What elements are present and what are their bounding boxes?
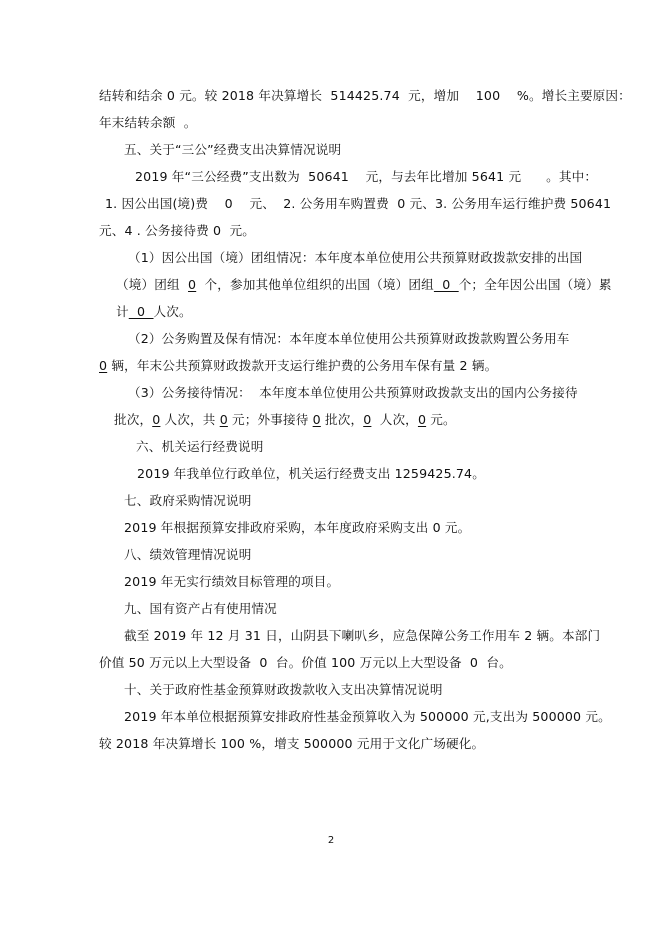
text-line: 元、4 . 公务接待费 0 元。 bbox=[99, 223, 255, 238]
text-line: 年末结转余额 。 bbox=[99, 115, 197, 130]
text-line: 2019 年本单位根据预算安排政府性基金预算收入为 500000 元,支出为 500000 元。 bbox=[124, 709, 611, 724]
text-line: 结转和结余 0 元。较 2018 年决算增长 514425.74 元，增加 100 %。增长主要原因： bbox=[99, 88, 631, 103]
text-line bbox=[114, 412, 456, 428]
text-segment: 元；外事接待 bbox=[227, 412, 313, 427]
underlined-value: 0 bbox=[312, 412, 321, 427]
text-line: 较 2018 年决算增长 100 %，增支 500000 元用于文化广场硬化。 bbox=[99, 736, 485, 751]
underlined-value: 0 bbox=[219, 412, 228, 427]
underlined-value: 0 bbox=[128, 304, 154, 319]
section-heading: 七、政府采购情况说明 bbox=[124, 493, 252, 508]
text-segment: 批次， bbox=[320, 412, 364, 427]
text-segment: 个，参加其他单位组织的出国（境）团组 bbox=[196, 277, 434, 292]
text-line: 2019 年“三公经费”支出数为 50641 元，与去年比增加 5641 元 。其中： bbox=[135, 169, 598, 184]
text-line: （1）因公出国（境）团组情况：本年度本单位使用公共预算财政拨款安排的出国 bbox=[128, 250, 583, 265]
underlined-value: 0 bbox=[152, 412, 161, 427]
underlined-value: 0 bbox=[363, 412, 372, 427]
section-heading: 八、绩效管理情况说明 bbox=[124, 547, 252, 562]
text-segment: 批次， bbox=[114, 412, 153, 427]
text-line bbox=[116, 277, 612, 293]
text-segment: 人次， bbox=[371, 412, 418, 427]
section-heading: 六、机关运行经费说明 bbox=[136, 439, 264, 454]
underlined-value: 0 bbox=[99, 358, 108, 373]
section-heading: 五、关于“三公”经费支出决算情况说明 bbox=[124, 142, 342, 157]
text-line: 2019 年我单位行政单位，机关运行经费支出 1259425.74。 bbox=[137, 466, 485, 481]
section-heading: 九、国有资产占有使用情况 bbox=[124, 601, 277, 616]
text-line: 价值 50 万元以上大型设备 0 台。价值 100 万元以上大型设备 0 台。 bbox=[99, 655, 512, 670]
text-line: （3）公务接待情况： 本年度本单位使用公共预算财政拨款支出的国内公务接待 bbox=[128, 385, 578, 400]
text-line: 2019 年无实行绩效目标管理的项目。 bbox=[124, 574, 340, 589]
text-segment: 辆，年末公共预算财政拨款开支运行维护费的公务用车保有量 2 辆。 bbox=[107, 358, 498, 373]
text-segment: 个；全年因公出国（境）累 bbox=[458, 277, 612, 292]
text-segment: 人次，共 bbox=[160, 412, 220, 427]
underlined-value: 0 bbox=[188, 277, 197, 292]
text-segment: 计 bbox=[116, 304, 129, 319]
text-line bbox=[99, 358, 497, 374]
text-segment: （境）团组 bbox=[116, 277, 189, 292]
text-line: 截至 2019 年 12 月 31 日，山阴县下喇叭乡，应急保障公务工作用车 2 辆。本部门 bbox=[124, 628, 601, 643]
text-line bbox=[116, 304, 192, 320]
text-line: 2019 年根据预算安排政府采购，本年度政府采购支出 0 元。 bbox=[124, 520, 471, 535]
text-segment: 元。 bbox=[426, 412, 456, 427]
underlined-value: 0 bbox=[433, 277, 459, 292]
text-segment: 人次。 bbox=[153, 304, 192, 319]
section-heading: 十、关于政府性基金预算财政拨款收入支出决算情况说明 bbox=[124, 682, 443, 697]
page-number: 2 bbox=[327, 835, 335, 846]
text-line: （2）公务购置及保有情况：本年度本单位使用公共预算财政拨款购置公务用车 bbox=[128, 331, 570, 346]
text-line: 1. 因公出国(境)费 0 元、 2. 公务用车购置费 0 元、3. 公务用车运行维护费 50641 bbox=[105, 196, 612, 211]
underlined-value: 0 bbox=[417, 412, 427, 427]
